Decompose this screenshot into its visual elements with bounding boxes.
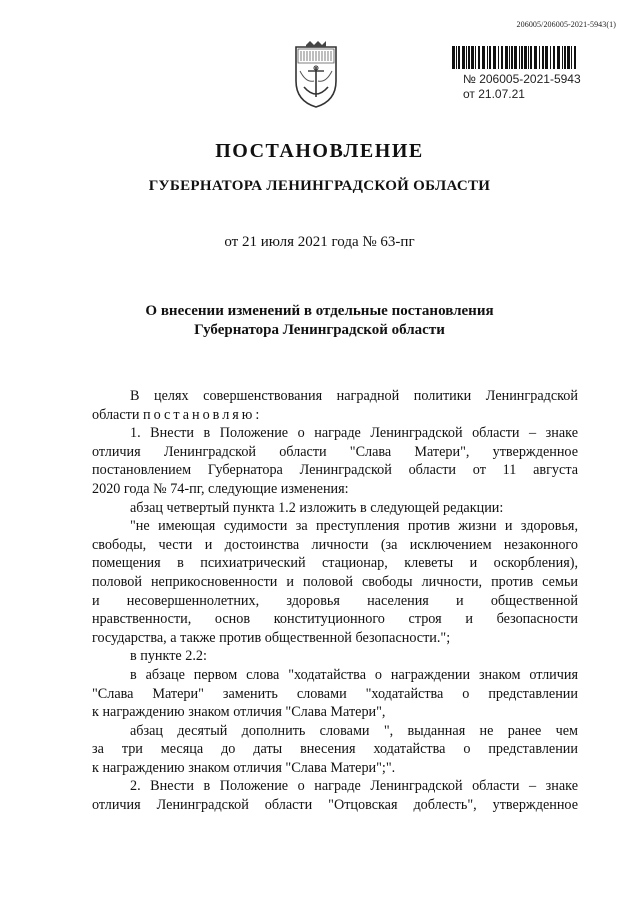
body-line: "Слава Матери" заменить словами "ходатайства о представлении — [92, 685, 578, 702]
registration-stamp — [463, 72, 581, 102]
body-line: к награждению знаком отличия "Слава Матери", — [92, 704, 386, 721]
barcode-icon — [452, 46, 576, 69]
body-line: в абзаце первом слова "ходатайства о награждении знаком отличия — [130, 666, 578, 683]
document-date-number: от 21 июля 2021 года № 63-пг — [224, 234, 415, 250]
body-line: нравственности, основ конституционного строя и безопасности — [92, 611, 578, 628]
body-line: 1. Внести в Положение о награде Ленинградской области – знаке — [130, 425, 578, 442]
body-line: абзац десятый дополнить словами ", выданная не ранее чем — [130, 722, 578, 739]
document-body — [92, 387, 578, 815]
registration-number: № 206005-2021-5943 — [463, 72, 581, 86]
document-issuer: ГУБЕРНАТОРА ЛЕНИНГРАДСКОЙ ОБЛАСТИ — [148, 178, 491, 194]
body-line: за три месяца до даты внесения ходатайства о представлении — [92, 741, 578, 758]
decree-word: постановляю: — [142, 406, 263, 423]
body-line: к награждению знаком отличия "Слава Матери";". — [92, 759, 396, 776]
registration-date: от 21.07.21 — [463, 87, 525, 101]
subject-line: Губернатора Ленинградской области — [194, 322, 445, 338]
document-title: ПОСТАНОВЛЕНИЕ — [215, 140, 424, 162]
body-line: свободы, чести и достоинства личности (за исключением незаконного — [92, 536, 578, 553]
body-line-text: области — [92, 406, 140, 423]
body-line: половой неприкосновенности и половой свободы личности, против семьи — [92, 573, 578, 590]
coat-of-arms-icon — [292, 41, 340, 109]
body-line: отличия Ленинградской области "Слава Матери", утвержденное — [92, 443, 578, 460]
body-line — [92, 406, 578, 425]
body-line: 2. Внести в Положение о награде Ленинградской области – знаке — [130, 778, 578, 795]
subject-line: О внесении изменений в отдельные постановления — [145, 303, 494, 319]
body-line: постановлением Губернатора Ленинградской области от 11 августа — [92, 462, 578, 479]
body-line: "не имеющая судимости за преступления против жизни и здоровья, — [130, 518, 578, 535]
document-subject — [0, 302, 639, 340]
body-line: отличия Ленинградской области "Отцовская доблесть", утвержденное — [92, 797, 578, 814]
body-line: в пункте 2.2: — [130, 648, 207, 665]
body-line: и несовершеннолетних, здоровья населения и общественной — [92, 592, 578, 609]
document-reference: 206005/206005-2021-5943(1) — [516, 20, 616, 29]
body-line: 2020 года № 74-пг, следующие изменения: — [92, 480, 349, 497]
body-line: абзац четвертый пункта 1.2 изложить в следующей редакции: — [130, 499, 504, 516]
body-line: В целях совершенствования наградной политики Ленинградской — [130, 388, 578, 404]
body-line: государства, а также против общественной безопасности."; — [92, 629, 451, 646]
body-line: помещения в психиатрический стационар, клеветы и оскорбления), — [92, 555, 578, 572]
